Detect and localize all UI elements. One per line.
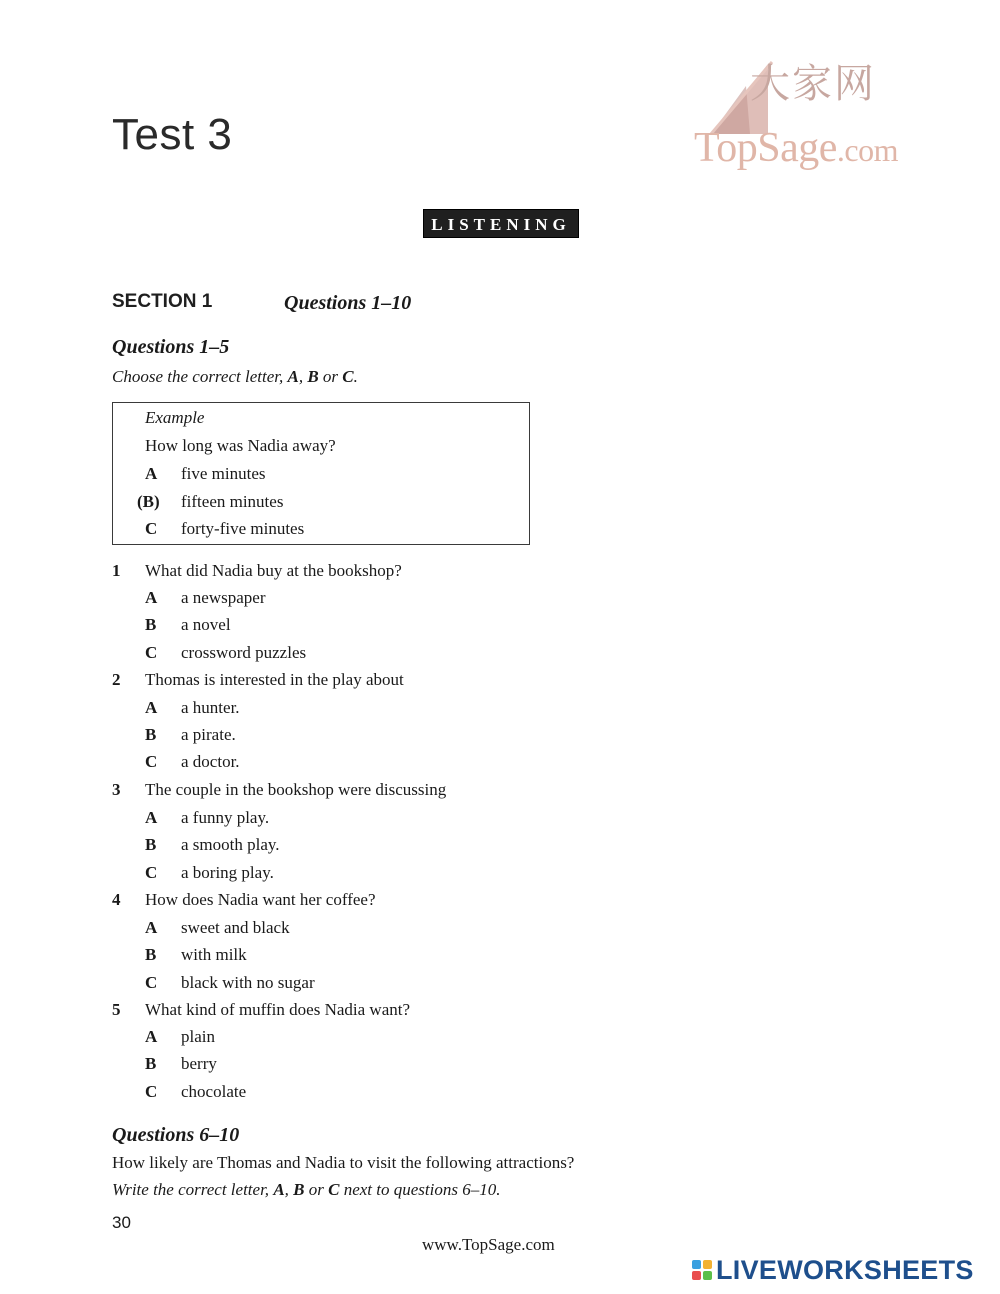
- option-text: black with no sugar: [181, 973, 315, 992]
- page-number: 30: [112, 1213, 131, 1232]
- option-text: a novel: [181, 615, 231, 634]
- option-letter: B: [145, 945, 157, 964]
- part1-heading: Questions 1–5: [112, 336, 230, 358]
- option-text: with milk: [181, 945, 247, 964]
- answer-option[interactable]: [0, 613, 700, 637]
- topsage-logo: [690, 52, 930, 182]
- liveworksheets-logo: [692, 1255, 974, 1285]
- option-letter: C: [145, 863, 158, 882]
- answer-option[interactable]: [0, 971, 700, 995]
- option-letter: C: [145, 1082, 158, 1101]
- option-text: berry: [181, 1054, 217, 1073]
- option-text: a pirate.: [181, 725, 236, 744]
- answer-option[interactable]: [0, 1052, 700, 1076]
- question-text: How does Nadia want her coffee?: [145, 890, 376, 909]
- option-letter: (B): [137, 492, 160, 511]
- question-stem: [0, 778, 700, 802]
- footer-url: www.TopSage.com: [422, 1235, 555, 1254]
- option-letter: A: [145, 1027, 158, 1046]
- option-letter: A: [145, 464, 158, 483]
- option-text: a boring play.: [181, 863, 274, 882]
- option-letter: C: [145, 752, 158, 771]
- answer-option[interactable]: [0, 833, 700, 857]
- option-letter: B: [145, 725, 157, 744]
- example-option-answer: [0, 490, 600, 514]
- part2-text: How likely are Thomas and Nadia to visit the following attractions?: [112, 1153, 575, 1172]
- example-question: How long was Nadia away?: [145, 436, 336, 455]
- option-text: sweet and black: [181, 918, 290, 937]
- option-letter: B: [145, 1054, 157, 1073]
- part1-instruction: Choose the correct letter, A, B or C.: [112, 367, 358, 386]
- question-stem: [0, 668, 700, 692]
- option-letter: C: [145, 973, 158, 992]
- question-text: What kind of muffin does Nadia want?: [145, 1000, 411, 1019]
- section-questions-range: Questions 1–10: [284, 292, 412, 314]
- answer-option[interactable]: [0, 586, 700, 610]
- option-letter: B: [145, 835, 157, 854]
- option-text: crossword puzzles: [181, 643, 307, 662]
- example-label: Example: [145, 408, 205, 427]
- answer-option[interactable]: [0, 723, 700, 747]
- liveworksheets-grid-icon: [692, 1260, 712, 1280]
- example-option: [0, 517, 600, 541]
- section-title: SECTION 1: [112, 291, 213, 312]
- option-text: a hunter.: [181, 698, 240, 717]
- question-text: Thomas is interested in the play about: [145, 670, 404, 689]
- question-stem: [0, 998, 700, 1022]
- option-letter: A: [145, 588, 158, 607]
- question-number: 3: [112, 780, 121, 799]
- option-text: fifteen minutes: [181, 492, 284, 511]
- answer-option[interactable]: [0, 641, 700, 665]
- logo-english-text: [694, 124, 898, 172]
- liveworksheets-brand: LIVEWORKSHEETS: [716, 1254, 974, 1285]
- answer-option[interactable]: [0, 1025, 700, 1049]
- logo-chinese-text: 大家网: [750, 61, 876, 107]
- option-text: a funny play.: [181, 808, 270, 827]
- answer-option[interactable]: [0, 806, 700, 830]
- part2-instruction: Write the correct letter, A, B or C next to questions 6–10.: [112, 1180, 501, 1199]
- answer-option[interactable]: [0, 943, 700, 967]
- question-stem: [0, 888, 700, 912]
- option-text: a newspaper: [181, 588, 266, 607]
- logo-main: TopSage: [694, 125, 837, 171]
- option-letter: A: [145, 918, 158, 937]
- option-text: a doctor.: [181, 752, 240, 771]
- example-option: [0, 462, 600, 486]
- answer-option[interactable]: [0, 916, 700, 940]
- option-letter: C: [145, 519, 158, 538]
- option-letter: C: [145, 643, 158, 662]
- option-text: chocolate: [181, 1082, 247, 1101]
- question-number: 1: [112, 561, 121, 580]
- question-number: 4: [112, 890, 121, 909]
- test-title: Test 3: [112, 110, 233, 159]
- question-text: The couple in the bookshop were discussing: [145, 780, 447, 799]
- option-text: plain: [181, 1027, 215, 1046]
- answer-option[interactable]: [0, 696, 700, 720]
- answer-option[interactable]: [0, 861, 700, 885]
- question-stem: [0, 559, 700, 583]
- logo-suffix: .com: [836, 132, 898, 168]
- option-text: five minutes: [181, 464, 266, 483]
- option-text: forty-five minutes: [181, 519, 305, 538]
- option-letter: B: [145, 615, 157, 634]
- listening-banner: LISTENING: [423, 209, 579, 238]
- question-number: 2: [112, 670, 121, 689]
- answer-option[interactable]: [0, 750, 700, 774]
- answer-option[interactable]: [0, 1080, 700, 1104]
- option-text: a smooth play.: [181, 835, 280, 854]
- question-text: What did Nadia buy at the bookshop?: [145, 561, 402, 580]
- option-letter: A: [145, 808, 158, 827]
- option-letter: A: [145, 698, 158, 717]
- question-number: 5: [112, 1000, 121, 1019]
- part2-heading: Questions 6–10: [112, 1124, 240, 1146]
